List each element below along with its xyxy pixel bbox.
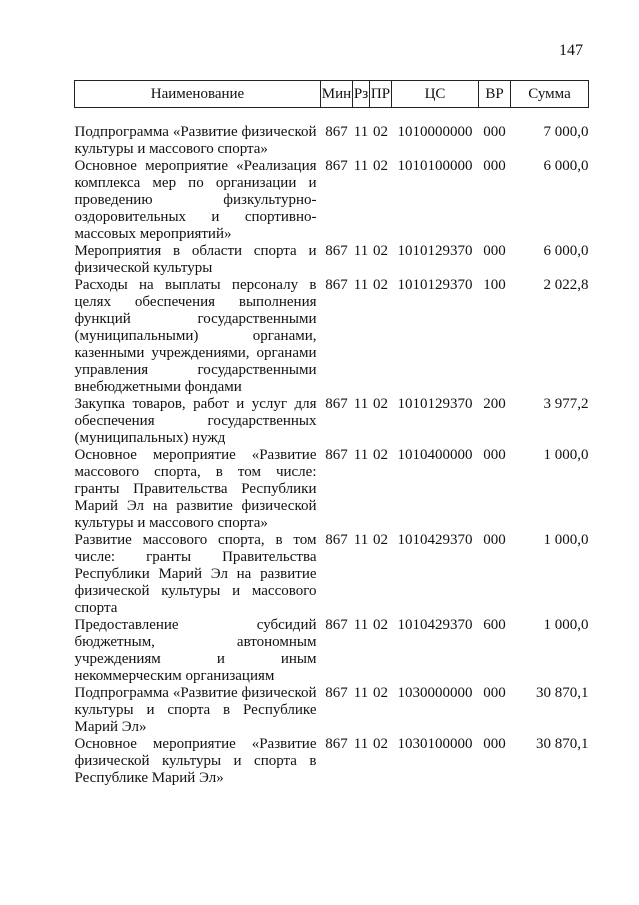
row-vr: 600 [483, 617, 506, 633]
row-cs: 1030000000 [397, 685, 473, 701]
row-rz: 11 [353, 124, 369, 140]
row-sum: 30 870,1 [536, 685, 589, 701]
row-rz: 11 [353, 277, 369, 293]
row-pr: 02 [373, 736, 388, 752]
row-vr: 000 [483, 447, 506, 463]
row-cs: 1010129370 [397, 243, 473, 259]
row-vr: 000 [483, 685, 506, 701]
row-vr: 100 [483, 277, 506, 293]
row-min: 867 [325, 277, 348, 293]
row-name: Основное мероприятие «Развитие массового спорта, в том числе: гранты Правительства Республики Марий Эл на развитие физической культуры и массового спорта» [74, 447, 317, 531]
row-rz: 11 [353, 617, 369, 633]
row-min: 867 [325, 243, 348, 259]
budget-table [74, 80, 589, 787]
row-vr: 000 [483, 243, 506, 259]
row-name: Предоставление субсидий бюджетным, автономным учреждениям и иным некоммерческим организациям [74, 617, 317, 684]
row-sum: 1 000,0 [543, 617, 589, 633]
table-header [75, 81, 589, 108]
table-row [75, 396, 589, 447]
row-min: 867 [325, 532, 348, 548]
row-rz: 11 [353, 736, 369, 752]
table-row [75, 277, 589, 396]
header-row [75, 81, 589, 108]
row-rz: 11 [353, 447, 369, 463]
row-sum: 6 000,0 [543, 243, 589, 259]
row-cs: 1010100000 [397, 158, 473, 174]
row-name: Подпрограмма «Развитие физической культуры и массового спорта» [74, 124, 317, 157]
row-sum: 6 000,0 [543, 158, 589, 174]
row-min: 867 [325, 158, 348, 174]
table-row [75, 158, 589, 243]
row-cs: 1010000000 [397, 124, 473, 140]
row-cs: 1010429370 [397, 617, 473, 633]
row-vr: 000 [483, 124, 506, 140]
row-sum: 1 000,0 [543, 532, 589, 548]
header-cs: ЦС [392, 81, 479, 108]
header-min: Мин [321, 81, 353, 108]
row-name: Закупка товаров, работ и услуг для обеспечения государственных (муниципальных) нужд [74, 396, 317, 446]
table-row [75, 243, 589, 277]
table-row [75, 447, 589, 532]
row-rz: 11 [353, 685, 369, 701]
header-pr: ПР [370, 81, 392, 108]
row-pr: 02 [373, 532, 388, 548]
row-name: Мероприятия в области спорта и физической культуры [74, 243, 317, 276]
row-pr: 02 [373, 243, 388, 259]
row-pr: 02 [373, 685, 388, 701]
row-pr: 02 [373, 617, 388, 633]
row-sum: 1 000,0 [543, 447, 589, 463]
table-row [75, 532, 589, 617]
row-vr: 200 [483, 396, 506, 412]
table-row [75, 617, 589, 685]
row-vr: 000 [483, 736, 506, 752]
row-rz: 11 [353, 396, 369, 412]
header-vr: ВР [479, 81, 511, 108]
row-cs: 1010429370 [397, 532, 473, 548]
row-rz: 11 [353, 243, 369, 259]
row-cs: 1030100000 [397, 736, 473, 752]
row-sum: 3 977,2 [543, 396, 589, 412]
header-name: Наименование [75, 81, 321, 108]
row-min: 867 [325, 396, 348, 412]
row-sum: 30 870,1 [536, 736, 589, 752]
row-name: Основное мероприятие «Реализация комплекса мер по организации и проведению физкультурно-оздоровительных и спортивно-массовых мероприятий» [74, 158, 317, 242]
row-sum: 7 000,0 [543, 124, 589, 140]
row-min: 867 [325, 685, 348, 701]
row-min: 867 [325, 617, 348, 633]
row-min: 867 [325, 736, 348, 752]
row-min: 867 [325, 124, 348, 140]
row-pr: 02 [373, 124, 388, 140]
header-rz: Рз [353, 81, 370, 108]
header-sum: Сумма [511, 81, 589, 108]
row-pr: 02 [373, 277, 388, 293]
row-cs: 1010400000 [397, 447, 473, 463]
row-pr: 02 [373, 158, 388, 174]
row-name: Развитие массового спорта, в том числе: гранты Правительства Республики Марий Эл на развитие физической культуры и массового спорта [74, 532, 317, 616]
table-body [75, 108, 589, 788]
table-row [75, 685, 589, 736]
row-name: Подпрограмма «Развитие физической культуры и спорта в Республике Марий Эл» [74, 685, 317, 735]
row-name: Основное мероприятие «Развитие физической культуры и спорта в Республике Марий Эл» [74, 736, 317, 786]
table-row [75, 736, 589, 787]
row-pr: 02 [373, 447, 388, 463]
row-pr: 02 [373, 396, 388, 412]
page-number: 147 [559, 42, 583, 59]
row-rz: 11 [353, 532, 369, 548]
table-row [75, 108, 589, 159]
row-cs: 1010129370 [397, 277, 473, 293]
row-rz: 11 [353, 158, 369, 174]
row-vr: 000 [483, 532, 506, 548]
row-name: Расходы на выплаты персоналу в целях обеспечения выполнения функций государственными (муниципальными) органами, казенными учреждениями, органами управления государственными внебюджетными фондами [74, 277, 317, 395]
row-sum: 2 022,8 [543, 277, 589, 293]
row-min: 867 [325, 447, 348, 463]
row-cs: 1010129370 [397, 396, 473, 412]
row-vr: 000 [483, 158, 506, 174]
